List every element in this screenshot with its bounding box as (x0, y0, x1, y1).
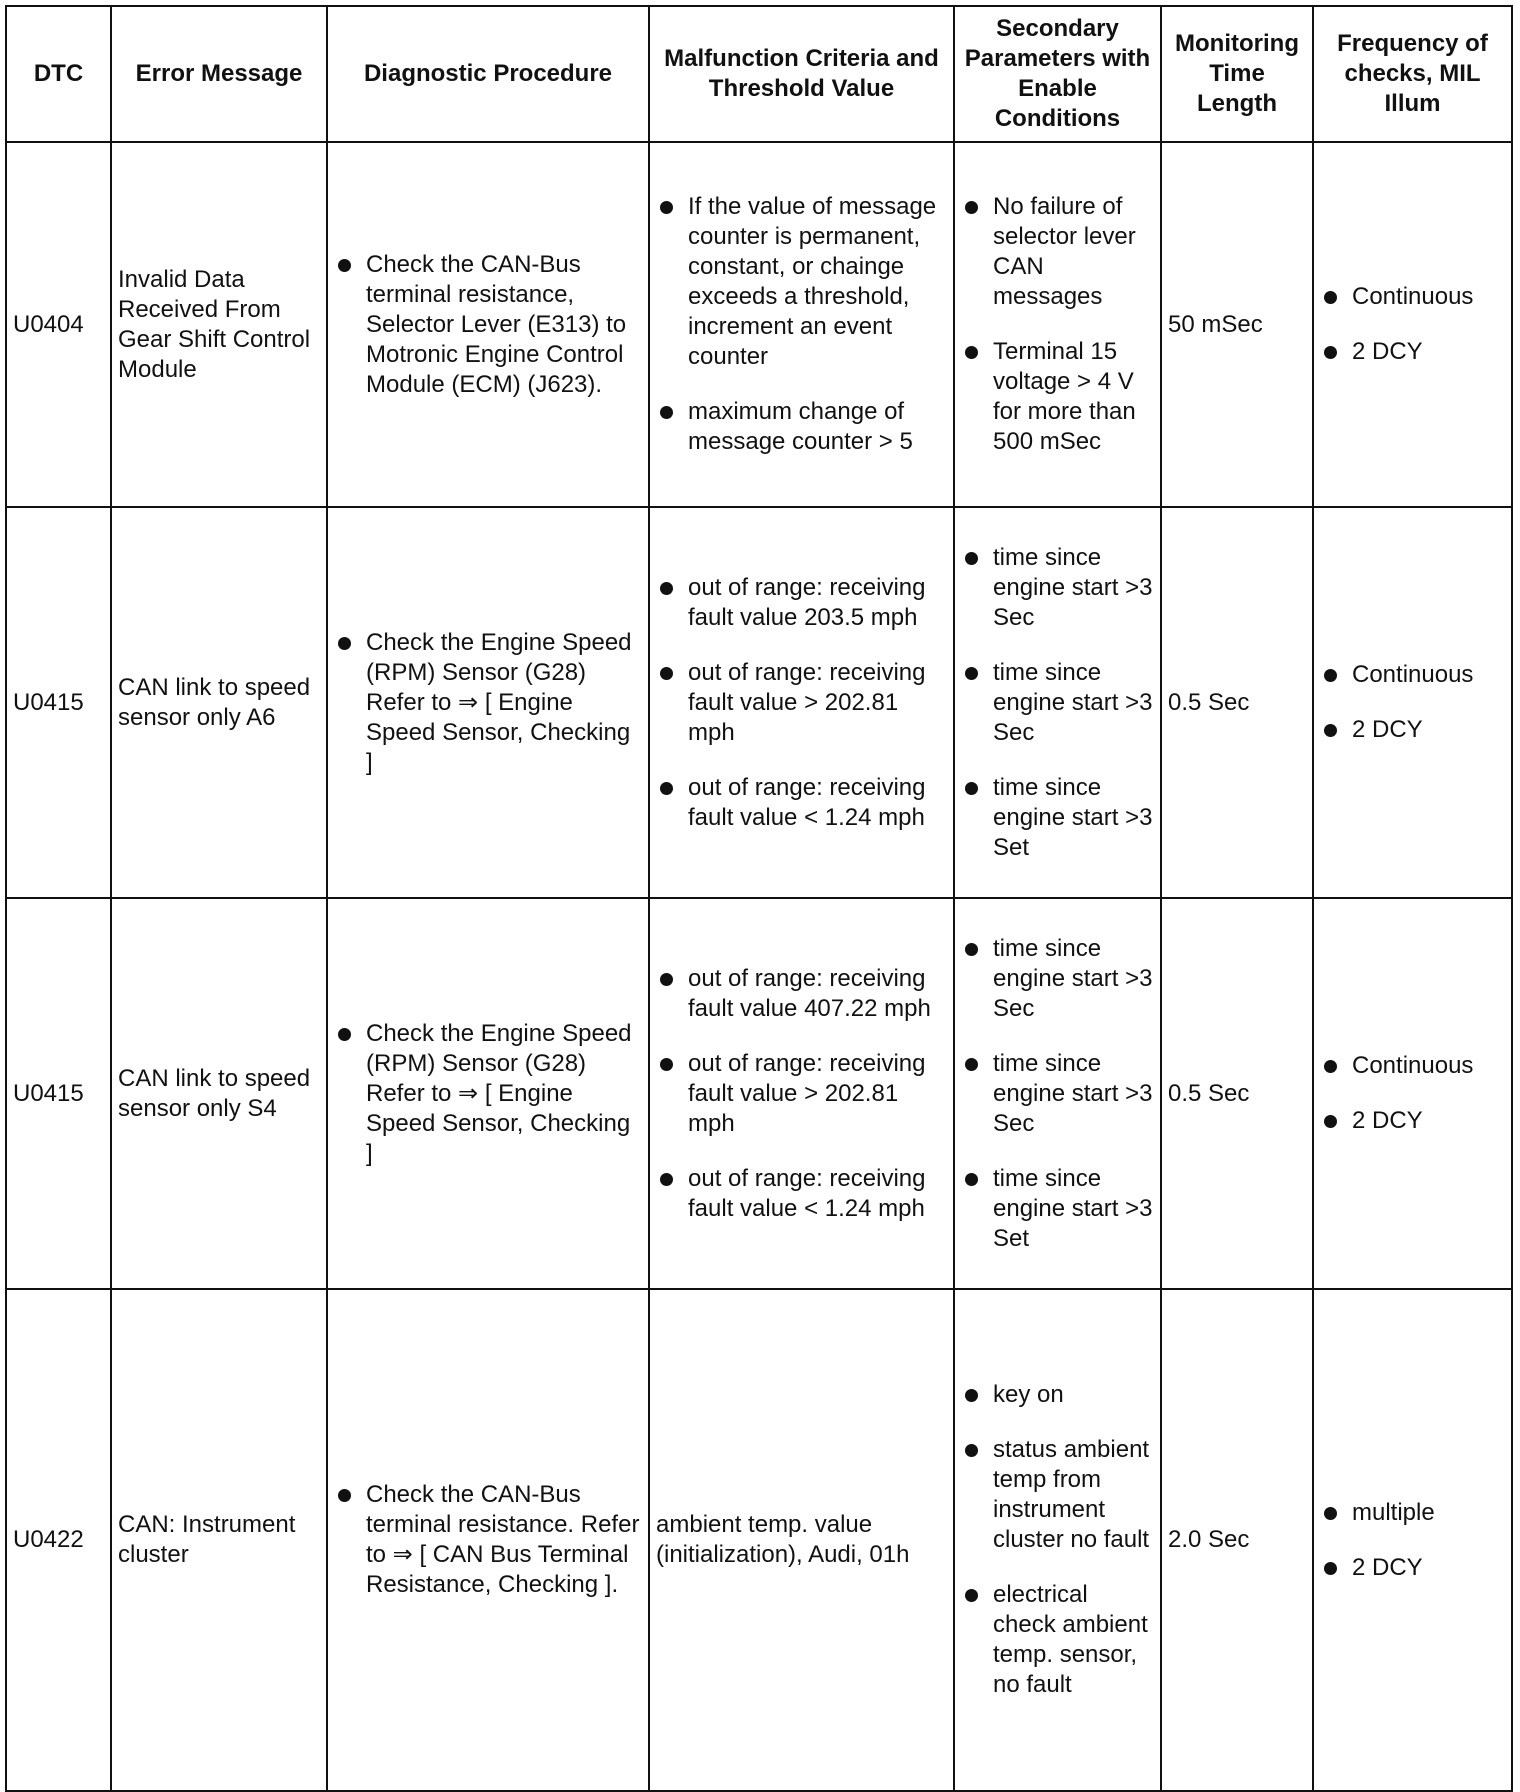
frequency-item: 2 DCY (1320, 715, 1505, 745)
secondary-item: status ambient temp from instrument cluster no fault (961, 1435, 1154, 1555)
bullet-icon (338, 1028, 351, 1041)
diagnostic-procedure (327, 142, 649, 507)
header-malfunction-criteria: Malfunction Criteria and Threshold Value (649, 6, 954, 142)
header-frequency: Frequency of checks, MIL Illum (1313, 6, 1512, 142)
bullet-icon (965, 201, 978, 214)
dtc-table (5, 5, 1513, 1792)
bullet-icon (1324, 346, 1337, 359)
bullet-icon (965, 782, 978, 795)
secondary-item: time since engine start >3 Set (961, 1164, 1154, 1254)
criteria-item: out of range: receiving fault value > 202.81 mph (656, 658, 947, 748)
dtc-code: U0415 (6, 507, 111, 898)
bullet-icon (965, 1389, 978, 1402)
secondary-parameters (954, 142, 1161, 507)
monitoring-time: 0.5 Sec (1161, 898, 1313, 1289)
header-row (6, 6, 1512, 142)
bullet-icon (965, 1589, 978, 1602)
dtc-document (5, 5, 1511, 1781)
malfunction-criteria (649, 142, 954, 507)
dtc-code: U0404 (6, 142, 111, 507)
error-message: CAN: Instrument cluster (111, 1289, 327, 1791)
procedure-item: Check the CAN-Bus terminal resistance. Refer to ⇒ [ CAN Bus Terminal Resistance, Checking ]. (334, 1480, 642, 1600)
frequency (1313, 1289, 1512, 1791)
error-message: CAN link to speed sensor only S4 (111, 898, 327, 1289)
error-message: CAN link to speed sensor only A6 (111, 507, 327, 898)
table-row (6, 142, 1512, 507)
bullet-icon (660, 406, 673, 419)
bullet-icon (1324, 1507, 1337, 1520)
bullet-icon (660, 1173, 673, 1186)
criteria-item: out of range: receiving fault value > 202.81 mph (656, 1049, 947, 1139)
frequency-item: Continuous (1320, 282, 1505, 312)
bullet-icon (660, 782, 673, 795)
bullet-icon (1324, 669, 1337, 682)
bullet-icon (1324, 291, 1337, 304)
frequency (1313, 898, 1512, 1289)
procedure-item: Check the CAN-Bus terminal resistance, Selector Lever (E313) to Motronic Engine Control Module (ECM) (J623). (334, 250, 642, 400)
header-secondary-parameters: Secondary Parameters with Enable Conditions (954, 6, 1161, 142)
diagnostic-procedure (327, 507, 649, 898)
dtc-code: U0422 (6, 1289, 111, 1791)
header-dtc: DTC (6, 6, 111, 142)
frequency-item: 2 DCY (1320, 1106, 1505, 1136)
bullet-icon (1324, 724, 1337, 737)
secondary-item: No failure of selector lever CAN messages (961, 192, 1154, 312)
header-error-message: Error Message (111, 6, 327, 142)
monitoring-time: 0.5 Sec (1161, 507, 1313, 898)
table-row (6, 507, 1512, 898)
criteria-item: out of range: receiving fault value < 1.24 mph (656, 773, 947, 833)
diagnostic-procedure (327, 898, 649, 1289)
table-row (6, 898, 1512, 1289)
malfunction-criteria: ambient temp. value (initialization), Audi, 01h (649, 1289, 954, 1791)
bullet-icon (965, 1058, 978, 1071)
bullet-icon (338, 1489, 351, 1502)
bullet-icon (965, 1173, 978, 1186)
secondary-item: time since engine start >3 Sec (961, 543, 1154, 633)
bullet-icon (660, 582, 673, 595)
diagnostic-procedure (327, 1289, 649, 1791)
table-row (6, 1289, 1512, 1791)
bullet-icon (965, 667, 978, 680)
frequency-item: 2 DCY (1320, 1553, 1505, 1583)
bullet-icon (1324, 1060, 1337, 1073)
frequency (1313, 507, 1512, 898)
secondary-item: time since engine start >3 Sec (961, 934, 1154, 1024)
bullet-icon (660, 1058, 673, 1071)
header-diagnostic-procedure: Diagnostic Procedure (327, 6, 649, 142)
monitoring-time: 2.0 Sec (1161, 1289, 1313, 1791)
bullet-icon (338, 637, 351, 650)
frequency-item: 2 DCY (1320, 337, 1505, 367)
procedure-item: Check the Engine Speed (RPM) Sensor (G28) Refer to ⇒ [ Engine Speed Sensor, Checking ] (334, 628, 642, 778)
criteria-item: out of range: receiving fault value < 1.24 mph (656, 1164, 947, 1224)
secondary-parameters (954, 898, 1161, 1289)
frequency-item: Continuous (1320, 1051, 1505, 1081)
secondary-item: Terminal 15 voltage > 4 V for more than 500 mSec (961, 337, 1154, 457)
bullet-icon (965, 346, 978, 359)
bullet-icon (660, 973, 673, 986)
frequency-item: Continuous (1320, 660, 1505, 690)
criteria-item: out of range: receiving fault value 203.5 mph (656, 573, 947, 633)
secondary-item: time since engine start >3 Sec (961, 658, 1154, 748)
bullet-icon (660, 667, 673, 680)
malfunction-criteria (649, 507, 954, 898)
error-message: Invalid Data Received From Gear Shift Control Module (111, 142, 327, 507)
secondary-item: time since engine start >3 Set (961, 773, 1154, 863)
bullet-icon (965, 943, 978, 956)
frequency (1313, 142, 1512, 507)
bullet-icon (338, 259, 351, 272)
criteria-item: If the value of message counter is permanent, constant, or chainge exceeds a threshold, increment an event counter (656, 192, 947, 372)
dtc-code: U0415 (6, 898, 111, 1289)
criteria-item: maximum change of message counter > 5 (656, 397, 947, 457)
header-monitoring-time: Monitoring Time Length (1161, 6, 1313, 142)
malfunction-criteria (649, 898, 954, 1289)
monitoring-time: 50 mSec (1161, 142, 1313, 507)
procedure-item: Check the Engine Speed (RPM) Sensor (G28) Refer to ⇒ [ Engine Speed Sensor, Checking ] (334, 1019, 642, 1169)
frequency-item: multiple (1320, 1498, 1505, 1528)
bullet-icon (965, 1444, 978, 1457)
bullet-icon (1324, 1562, 1337, 1575)
secondary-parameters (954, 1289, 1161, 1791)
secondary-item: time since engine start >3 Sec (961, 1049, 1154, 1139)
bullet-icon (660, 201, 673, 214)
secondary-item: key on (961, 1380, 1154, 1410)
bullet-icon (965, 552, 978, 565)
bullet-icon (1324, 1115, 1337, 1128)
secondary-parameters (954, 507, 1161, 898)
criteria-item: out of range: receiving fault value 407.22 mph (656, 964, 947, 1024)
secondary-item: electrical check ambient temp. sensor, no fault (961, 1580, 1154, 1700)
